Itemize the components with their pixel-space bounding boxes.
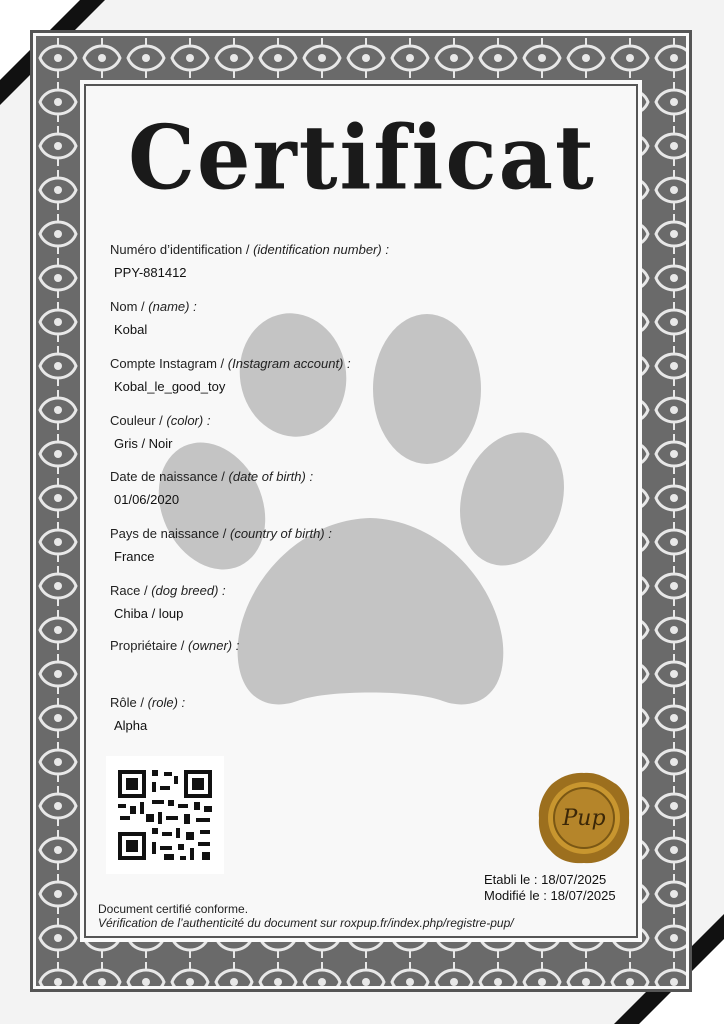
field-label-fr: Pays de naissance / [110, 526, 227, 541]
modified-label: Modifié le : [484, 888, 547, 903]
field-label-fr: Couleur / [110, 413, 163, 428]
modified-value: 18/07/2025 [550, 888, 616, 903]
field-date-of-birth [110, 469, 313, 507]
field-value: Kobal_le_good_toy [114, 379, 226, 394]
established-label: Etabli le : [484, 872, 538, 887]
wax-seal [536, 770, 632, 866]
certificate-dates [484, 872, 616, 904]
field-label-fr: Numéro d’identification / [110, 242, 250, 257]
field-label-en: (identification number) : [253, 242, 389, 257]
established-value: 18/07/2025 [541, 872, 607, 887]
certificate-footer [98, 902, 514, 930]
qr-code-icon [106, 756, 224, 874]
paw-toe-2 [373, 314, 481, 464]
field-instagram-account [110, 356, 351, 394]
field-value: PPY-881412 [114, 265, 187, 280]
field-value: Alpha [114, 718, 148, 733]
field-role [110, 695, 185, 733]
field-label-en: (role) : [147, 695, 186, 710]
footer-verification-text: Vérification de l’authenticité du document sur roxpup.fr/index.php/registre-pup/ [98, 916, 514, 930]
wax-seal-text: Pup [562, 806, 606, 831]
certificate-title: Certificat [128, 105, 596, 210]
field-label-fr: Nom / [110, 299, 145, 314]
field-identification-number [110, 242, 389, 280]
field-country-of-birth [110, 526, 332, 564]
field-label-fr: Propriétaire / [110, 638, 185, 653]
field-label-en: (country of birth) : [229, 526, 332, 541]
field-label-en: (color) : [166, 413, 211, 428]
field-label-en: (dog breed) : [151, 583, 226, 598]
field-label-fr: Race / [110, 583, 148, 598]
established-date-row [484, 872, 616, 888]
field-label-en: (name) : [148, 299, 197, 314]
field-value: Gris / Noir [114, 436, 173, 451]
field-dog-breed [110, 583, 226, 621]
field-label-fr: Rôle / [110, 695, 144, 710]
field-label-fr: Date de naissance / [110, 469, 225, 484]
field-color [110, 413, 210, 451]
field-value: 01/06/2020 [114, 492, 180, 507]
field-label-fr: Compte Instagram / [110, 356, 225, 371]
footer-conformity-text: Document certifié conforme. [98, 902, 249, 916]
field-value: Kobal [114, 322, 148, 337]
field-label-en: (owner) : [188, 638, 240, 653]
field-name [110, 299, 197, 337]
field-label-en: (date of birth) : [228, 469, 314, 484]
field-label-en: (Instagram account) : [227, 356, 351, 371]
field-owner [110, 638, 239, 661]
field-value: France [114, 549, 155, 564]
qr-code[interactable] [106, 756, 224, 874]
field-value: Chiba / loup [114, 606, 184, 621]
